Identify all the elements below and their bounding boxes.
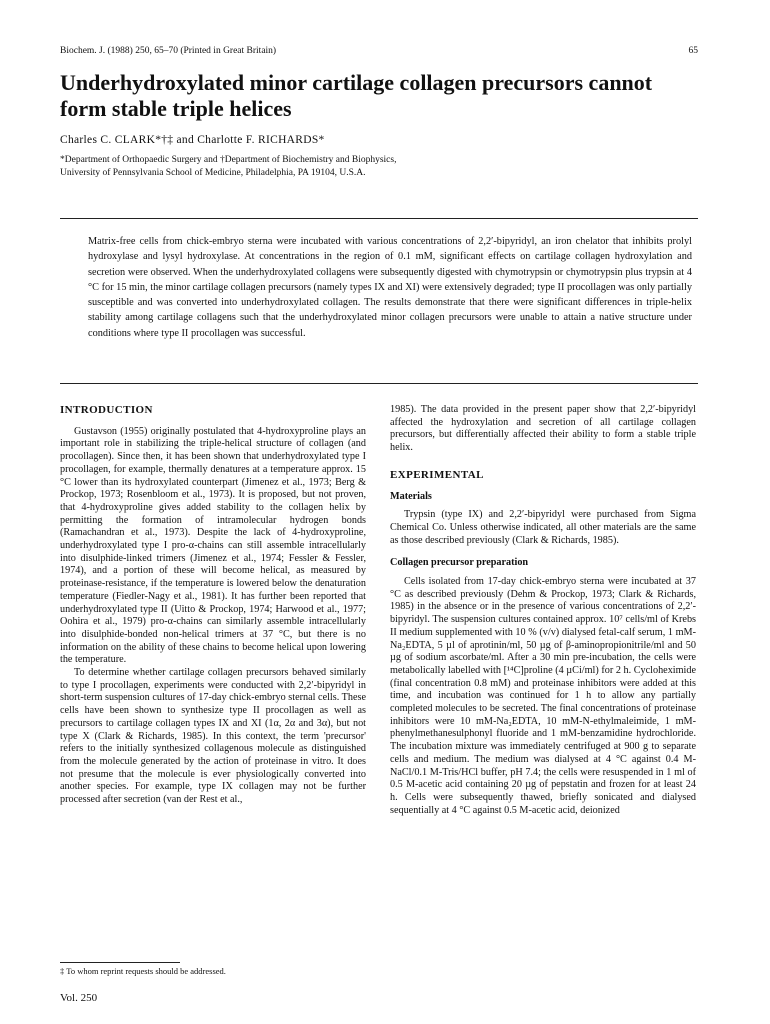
journal-citation: Biochem. J. (1988) 250, 65–70 (Printed in Great Britain) (60, 46, 277, 56)
introduction-paragraph-2: To determine whether cartilage collagen precursors behaved similarly to type I procollagen, experiments were conducted with 2,2′-bipyridyl in short-term suspension cultures of 17-day chick-embryo sternal cells. These cells have been shown to synthesize type II procollagen as well as precursors to cartilage collagen types IX and XI (1α, 2α and 3α), but not type X (Clark & Richards, 1985). In this context, the term 'precursor' refers to the initially synthesized collagenous molecule as distinguished from the molecule generated by the action of proteinase in vitro. It does not presume that the molecule is ever physiologically converted into another species. For example, type IX collagen may not be further processed after secretion (van der Rest et al., (60, 667, 366, 806)
abstract: Matrix-free cells from chick-embryo sterna were incubated with various concentrations of 2,2′-bipyridyl, an iron chelator that inhibits prolyl hydroxylase and lysyl hydroxylase. At concentrations in the region of 0.1 mM, significant effects on cartilage collagen hydroxylation and secretion were observed. When the underhydroxylated collagens were subsequently digested with chymotrypsin or chymotrypsin plus trypsin at 4 °C for 15 min, the minor cartilage collagen precursors (namely types IX and XI) were extensively degraded; type II procollagen was only partially susceptible and was converted into underhydroxylated collagen. The results demonstrate that there were significant differences in triple-helix stability among cartilage collagens such that the underhydroxylated minor collagen precursors were unable to attain a native structure under conditions where type II procollagen was successful. (88, 236, 692, 339)
page-number: 65 (688, 46, 698, 56)
introduction-paragraph-1: Gustavson (1955) originally postulated that 4-hydroxyproline plays an important role in stabilizing the triple-helical structure of collagen (and procollagen). Since then, it has been shown that underhydroxylated type I procollagen, for example, thermally denatures at a temperature approx. 15 °C lower than its hydroxylated counterpart (Jimenez et al., 1973; Berg & Prockop, 1973; Rosenbloom et al., 1973). It is proposed, but not proven, that 4-hydroxyproline gives added stability to the collagen helix by permitting the formation of intramolecular hydrogen bonds (Ramachandran et al., 1973). Despite the lack of 4-hydroxyproline, underhydroxylated type I pro-α-chains can still assemble intracellularly into disulphide-linked trimers (Jimenez et al., 1974; Fessler & Fessler, 1974), and a portion of these will become helical, as measured by proteinase-resistance, if the temperature is lowered below the denaturation temperature (Fiedler-Nagy et al., 1981). It has further been reported that underhydroxylated type II (Uitto & Prockop, 1974; Harwood et al., 1977; Oohira et al., 1979) pro-α-chains can similarly assemble intracellularly into disulphide-bonded non-helical trimers at 37 °C, but there is no information on the ability of these chains to become helical upon lowering the temperature. (60, 425, 366, 666)
affiliation-line-1: *Department of Orthopaedic Surgery and †Department of Biochemistry and Biophysics, (60, 155, 397, 165)
footnote-rule (60, 962, 180, 963)
collagen-preparation-paragraph: Cells isolated from 17-day chick-embryo sterna were incubated at 37 °C as described previously (Dehm & Prockop, 1973; Clark & Richards, 1985) in the absence or in the presence of various concentrations of 2,2′-bipyridyl. The suspension cultures contained approx. 10⁷ cells/ml of Krebs II medium supplemented with 10 % (v/v) dialysed fetal-calf serum, 1 mM-Na₂EDTA, 5 µl of aprotinin/ml, 50 µg of β-aminopropionitrile/ml and 50 µg of sodium ascorbate/ml. After a 30 min pre-incubation, the cells were metabolically labelled with [¹⁴C]proline (4 µCi/ml) for 2 h. Cycloheximide (final concentration 0.8 mM) and proteinase inhibitors were added at this time, and incubation was continued for 1 h to allow any partially completed molecules to be secreted. The final concentrations of proteinase inhibitors were 10 mM-Na₂EDTA, 10 mM-N-ethylmaleimide, 1 mM-phenylmethanesulphonyl fluoride and 1 mM-benzamidine hydrochloride. The incubation mixture was immediately centrifuged at 900 g to separate cells and medium. The medium was dialysed at 4 °C against 0.4 M-NaCl/0.1 M-Tris/HCl buffer, pH 7.4; the cells were resuspended in 1 ml of 0.5 M-acetic acid containing 20 µg of pepstatin and frozen for at least 24 h. Cells were subsequently thawed, briefly sonicated and dialysed sequentially at 4 °C against 0.5 M-acetic acid, deionized (390, 576, 696, 816)
materials-heading: Materials (390, 490, 432, 502)
affiliation-line-2: University of Pennsylvania School of Medicine, Philadelphia, PA 19104, U.S.A. (60, 167, 366, 178)
introduction-heading: INTRODUCTION (60, 404, 153, 416)
right-column (390, 404, 696, 817)
experimental-heading: EXPERIMENTAL (390, 468, 484, 481)
running-header (60, 46, 698, 60)
introduction-continuation: 1985). The data provided in the present paper show that 2,2′-bipyridyl affected the hydroxylation and secretion of all cartilage collagen precursors, but differentially affected their ability to form a stable triple helix. (390, 404, 696, 454)
materials-paragraph: Trypsin (type IX) and 2,2′-bipyridyl were purchased from Sigma Chemical Co. Unless otherwise indicated, all other materials are the same as those described previously (Clark & Richards, 1985). (390, 509, 696, 546)
footnote: ‡ To whom reprint requests should be addressed. (60, 966, 226, 976)
collagen-preparation-heading: Collagen precursor preparation (390, 557, 529, 569)
affiliation (60, 154, 700, 179)
abstract-top-rule (60, 218, 698, 219)
left-column (60, 404, 366, 807)
volume-label: Vol. 250 (60, 992, 98, 1004)
abstract-bottom-rule (60, 383, 698, 384)
authors: Charles C. CLARK*†‡ and Charlotte F. RICHARDS* (60, 134, 325, 146)
article-title: Underhydroxylated minor cartilage collagen precursors cannot form stable triple helices (60, 70, 653, 121)
